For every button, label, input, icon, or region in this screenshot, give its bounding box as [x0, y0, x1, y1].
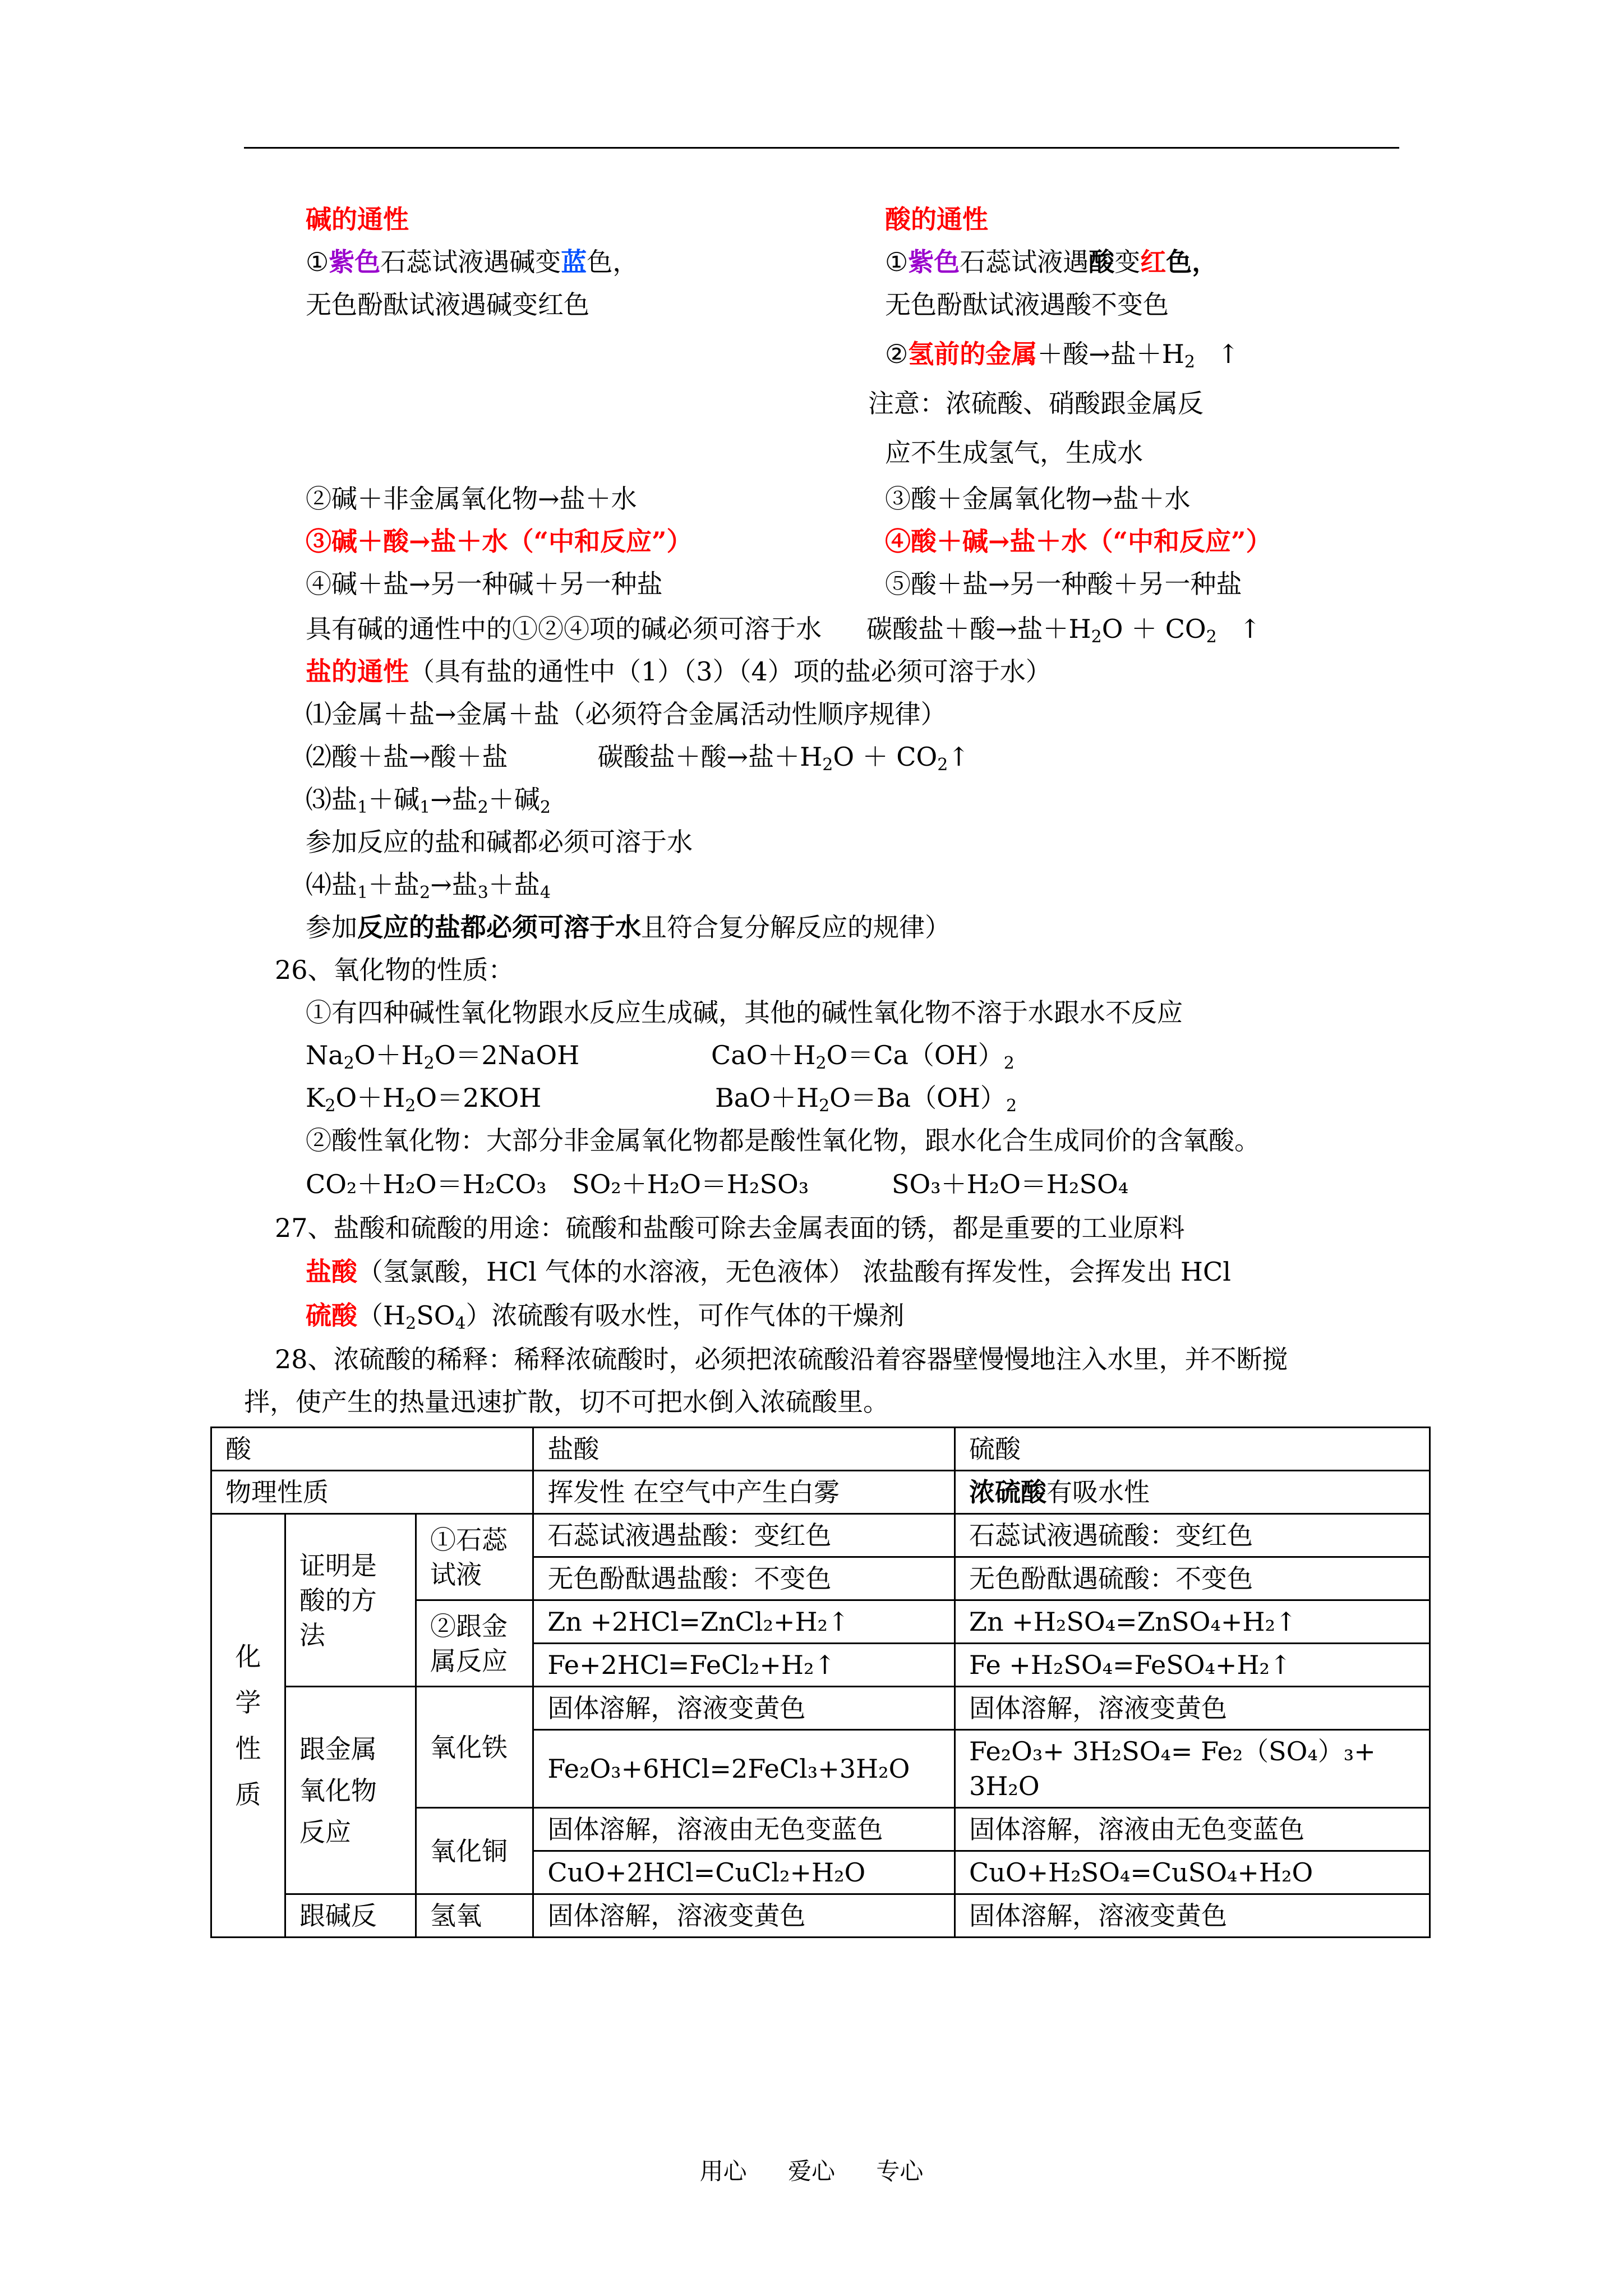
footer-text: 用心 — [699, 2157, 747, 2185]
table-cell: 物理性质 — [211, 1471, 533, 1514]
acid-line-4: 注意：浓硫酸、硝酸跟金属反 — [868, 388, 1204, 418]
table-cell: 固体溶解，溶液由无色变蓝色 — [955, 1808, 1430, 1851]
s27-head: 27、盐酸和硫酸的用途：硫酸和盐酸可除去金属表面的锈，都是重要的工业原料 — [275, 1213, 1185, 1243]
table-cell: 氢氧 — [416, 1894, 533, 1938]
acid-line-1: ①紫色石蕊试液遇酸变红色， — [885, 247, 1218, 277]
table-row — [211, 1687, 1430, 1730]
s26-f1: CO₂＋H₂O＝H₂CO₃ — [306, 1169, 547, 1199]
salt-p2: ⑵酸＋盐→酸＋盐 碳酸盐＋酸→盐$+H_2O$ ＋ $CO_2↑$ — [306, 742, 970, 775]
s28-line-2: 拌，使产生的热量迅速扩散，切不可把水倒入浓硫酸里。 — [244, 1387, 889, 1417]
header-rule — [244, 147, 1399, 149]
base-line-4: ③碱＋酸→盐＋水（“中和反应”） — [306, 526, 693, 556]
s26-f2: SO₂＋H₂O＝H₂SO₃ — [572, 1169, 809, 1199]
s26-f3: SO₃＋H₂O＝H₂SO₄ — [892, 1169, 1129, 1199]
table-header-h2so4: 硫酸 — [955, 1428, 1430, 1471]
acid-comparison-table — [210, 1427, 1431, 1938]
note-line: 具有碱的通性中的①②④项的碱必须可溶于水 碳酸盐＋酸→盐$+H_2O + CO_2$ ↑ — [306, 614, 1261, 647]
table-header-acid: 酸 — [211, 1428, 533, 1471]
acid-line-2: 无色酚酞试液遇酸不变色 — [885, 289, 1169, 320]
table-cell: CuO+H₂SO₄=CuSO₄+H₂O — [955, 1851, 1430, 1894]
acid-line-3: ②氢前的金属＋酸→盐$+H_2$ ↑ — [885, 339, 1239, 372]
s26-head: 26、氧化物的性质： — [275, 955, 514, 985]
base-line-5: ④碱＋盐→另一种碱＋另一种盐 — [306, 569, 663, 599]
table-cell: 石蕊试液遇硫酸：变红色 — [955, 1514, 1430, 1557]
s26-eq3: $K_2O+H_2O=2KOH$ — [306, 1083, 542, 1116]
table-cell: 挥发性 在空气中产生白雾 — [533, 1471, 955, 1514]
table-cell-line: Fe₂O₃+ 3H₂SO₄= Fe₂（SO₄）₃+ — [969, 1736, 1376, 1766]
table-cell: 无色酚酞遇硫酸：不变色 — [955, 1557, 1430, 1600]
table-cell: 浓硫酸有吸水性 — [955, 1471, 1430, 1514]
table-cell: 固体溶解，溶液变黄色 — [955, 1687, 1430, 1730]
table-cell: Fe+2HCl=FeCl₂+H₂↑ — [533, 1644, 955, 1687]
table-cell: Fe₂O₃+6HCl=2FeCl₃+3H₂O — [533, 1730, 955, 1808]
s26-p1: ①有四种碱性氧化物跟水反应生成碱，其他的碱性氧化物不溶于水跟水不反应 — [306, 997, 1183, 1028]
table-cell — [955, 1730, 1430, 1808]
table-header-hcl: 盐酸 — [533, 1428, 955, 1471]
table-cell: 氧化铜 — [416, 1808, 533, 1894]
table-cell: Fe +H₂SO₄=FeSO₄+H₂↑ — [955, 1644, 1430, 1687]
salt-p3-note: 参加反应的盐和碱都必须可溶于水 — [306, 827, 693, 857]
salt-p4: ⑷盐$_1$＋盐$_2$→盐$_3$＋盐$_4$ — [306, 869, 551, 903]
acid-line-6: ③酸＋金属氧化物→盐＋水 — [885, 484, 1191, 514]
salt-p3: ⑶盐$_1$＋碱$_1$→盐$_2$＋碱$_2$ — [306, 784, 551, 817]
table-cell: 无色酚酞遇盐酸：不变色 — [533, 1557, 955, 1600]
s26-p2: ②酸性氧化物：大部分非金属氧化物都是酸性氧化物，跟水化合生成同价的含氧酸。 — [306, 1125, 1260, 1156]
s26-eq1: $Na_2O+H_2O=2NaOH$ — [306, 1040, 580, 1073]
base-line-2: 无色酚酞试液遇碱变红色 — [306, 289, 589, 320]
footer-text: 专心 — [876, 2157, 924, 2185]
acid-line-7: ④酸＋碱→盐＋水（“中和反应”） — [885, 526, 1272, 556]
table-cell: 固体溶解，溶液由无色变蓝色 — [533, 1808, 955, 1851]
s27-h2so4: 硫酸$(H_2SO_4)$浓硫酸有吸水性，可作气体的干燥剂 — [306, 1300, 905, 1333]
table-cell: ①石蕊试液 — [416, 1514, 533, 1600]
table-row — [211, 1428, 1430, 1471]
s27-hcl: 盐酸（氢氯酸，HCl 气体的水溶液，无色液体） 浓盐酸有挥发性，会挥发出 HCl — [306, 1257, 1231, 1287]
acid-title: 酸的通性 — [885, 204, 988, 234]
salt-p4-note: 参加反应的盐都必须可溶于水且符合复分解反应的规律） — [306, 912, 951, 942]
base-line-1: ①紫色石蕊试液遇碱变蓝色， — [306, 247, 639, 277]
table-cell: Zn +H₂SO₄=ZnSO₄+H₂↑ — [955, 1600, 1430, 1644]
salt-p1: ⑴金属＋盐→金属＋盐（必须符合金属活动性顺序规律） — [306, 699, 947, 729]
table-cell: CuO+2HCl=CuCl₂+H₂O — [533, 1851, 955, 1894]
table-cell: Zn +2HCl=ZnCl₂+H₂↑ — [533, 1600, 955, 1644]
table-cell: ②跟金属反应 — [416, 1600, 533, 1687]
table-cell: 氧化铁 — [416, 1687, 533, 1808]
base-line-3: ②碱＋非金属氧化物→盐＋水 — [306, 484, 637, 514]
table-row — [211, 1514, 1430, 1557]
s26-eq2: $CaO+H_2O=Ca(OH)_2$ — [711, 1040, 1015, 1073]
page-footer — [0, 2153, 1623, 2187]
table-cell: 固体溶解，溶液变黄色 — [533, 1687, 955, 1730]
s26-eq4: $BaO+H_2O=Ba(OH)_2$ — [715, 1083, 1017, 1116]
table-cell: 化学性质 — [211, 1514, 285, 1938]
table-cell: 石蕊试液遇盐酸：变红色 — [533, 1514, 955, 1557]
table-cell: 固体溶解，溶液变黄色 — [533, 1894, 955, 1938]
table-row — [211, 1894, 1430, 1938]
table-cell: 固体溶解，溶液变黄色 — [955, 1894, 1430, 1938]
table-cell-line: 3H₂O — [969, 1771, 1040, 1801]
table-cell: 证明是酸的方法 — [285, 1514, 416, 1687]
acid-line-8: ⑤酸＋盐→另一种酸＋另一种盐 — [885, 569, 1242, 599]
footer-text: 爱心 — [787, 2157, 835, 2185]
table-cell: 跟碱反 — [285, 1894, 416, 1938]
salt-title-line: 盐的通性（具有盐的通性中（1）（3）（4）项的盐必须可溶于水） — [306, 656, 1052, 687]
s28-line-1: 28、浓硫酸的稀释：稀释浓硫酸时，必须把浓硫酸沿着容器壁慢慢地注入水里，并不断搅 — [275, 1344, 1288, 1374]
acid-line-5: 应不生成氢气，生成水 — [885, 438, 1143, 468]
base-title: 碱的通性 — [306, 204, 409, 234]
table-cell: 跟金属氧化物反应 — [285, 1687, 416, 1894]
table-row — [211, 1471, 1430, 1514]
